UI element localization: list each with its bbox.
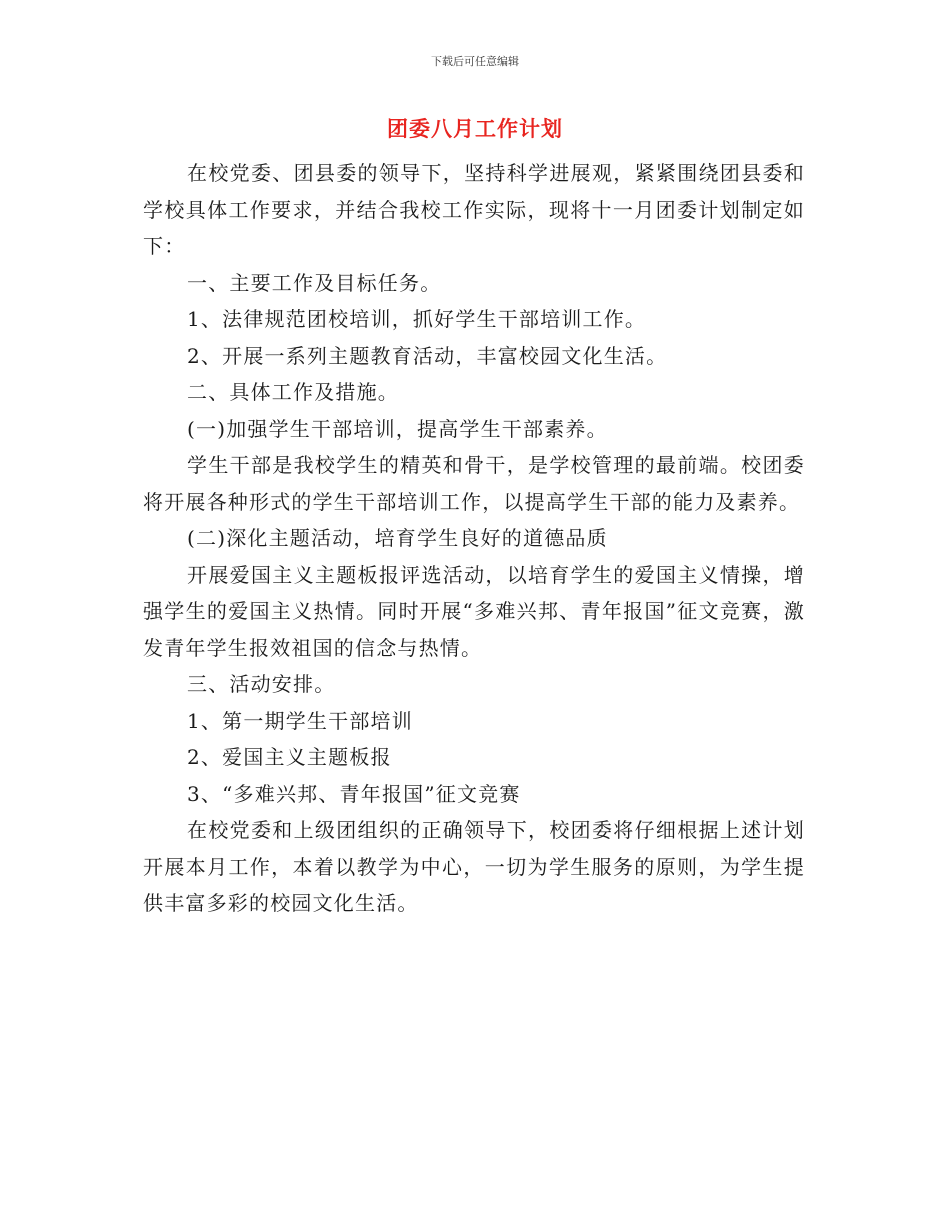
section-heading-1: 一、主要工作及目标任务。: [187, 270, 442, 295]
list-item: 1、第一期学生干部培训: [187, 708, 413, 733]
body-paragraph: 开展爱国主义主题板报评选活动，以培育学生的爱国主义情操，增强学生的爱国主义热情。同时开展“多难兴邦、青年报国”征文竞赛，激发青年学生报效祖国的信念与热情。: [143, 562, 805, 660]
subsection-heading-1: (一)加强学生干部培训，提高学生干部素养。: [187, 416, 608, 441]
intro-paragraph: 在校党委、团县委的领导下，坚持科学进展观，紧紧围绕团县委和学校具体工作要求，并结合我校工作实际，现将十一月团委计划制定如下：: [143, 161, 805, 258]
document-body: [143, 155, 805, 922]
header-note: 下载后可任意编辑: [431, 55, 519, 68]
closing-paragraph: 在校党委和上级团组织的正确领导下，校团委将仔细根据上述计划开展本月工作，本着以教学为中心，一切为学生服务的原则，为学生提供丰富多彩的校园文化生活。: [143, 818, 805, 915]
section-heading-3: 三、活动安排。: [187, 672, 336, 696]
body-paragraph: 学生干部是我校学生的精英和骨干，是学校管理的最前端。校团委将开展各种形式的学生干部培训工作，以提高学生干部的能力及素养。: [143, 453, 805, 514]
subsection-heading-2: (二)深化主题活动，培育学生良好的道德品质: [187, 526, 608, 550]
section-heading-2: 二、具体工作及措施。: [187, 380, 399, 404]
list-item: 2、爱国主义主题板报: [187, 745, 392, 769]
list-item: 1、法律规范团校培训，抓好学生干部培训工作。: [187, 307, 647, 331]
document-title: 团委八月工作计划: [387, 117, 563, 141]
list-item: 2、开展一系列主题教育活动，丰富校园文化生活。: [187, 343, 668, 368]
list-item: 3、“多难兴邦、青年报国”征文竞赛: [187, 781, 521, 806]
